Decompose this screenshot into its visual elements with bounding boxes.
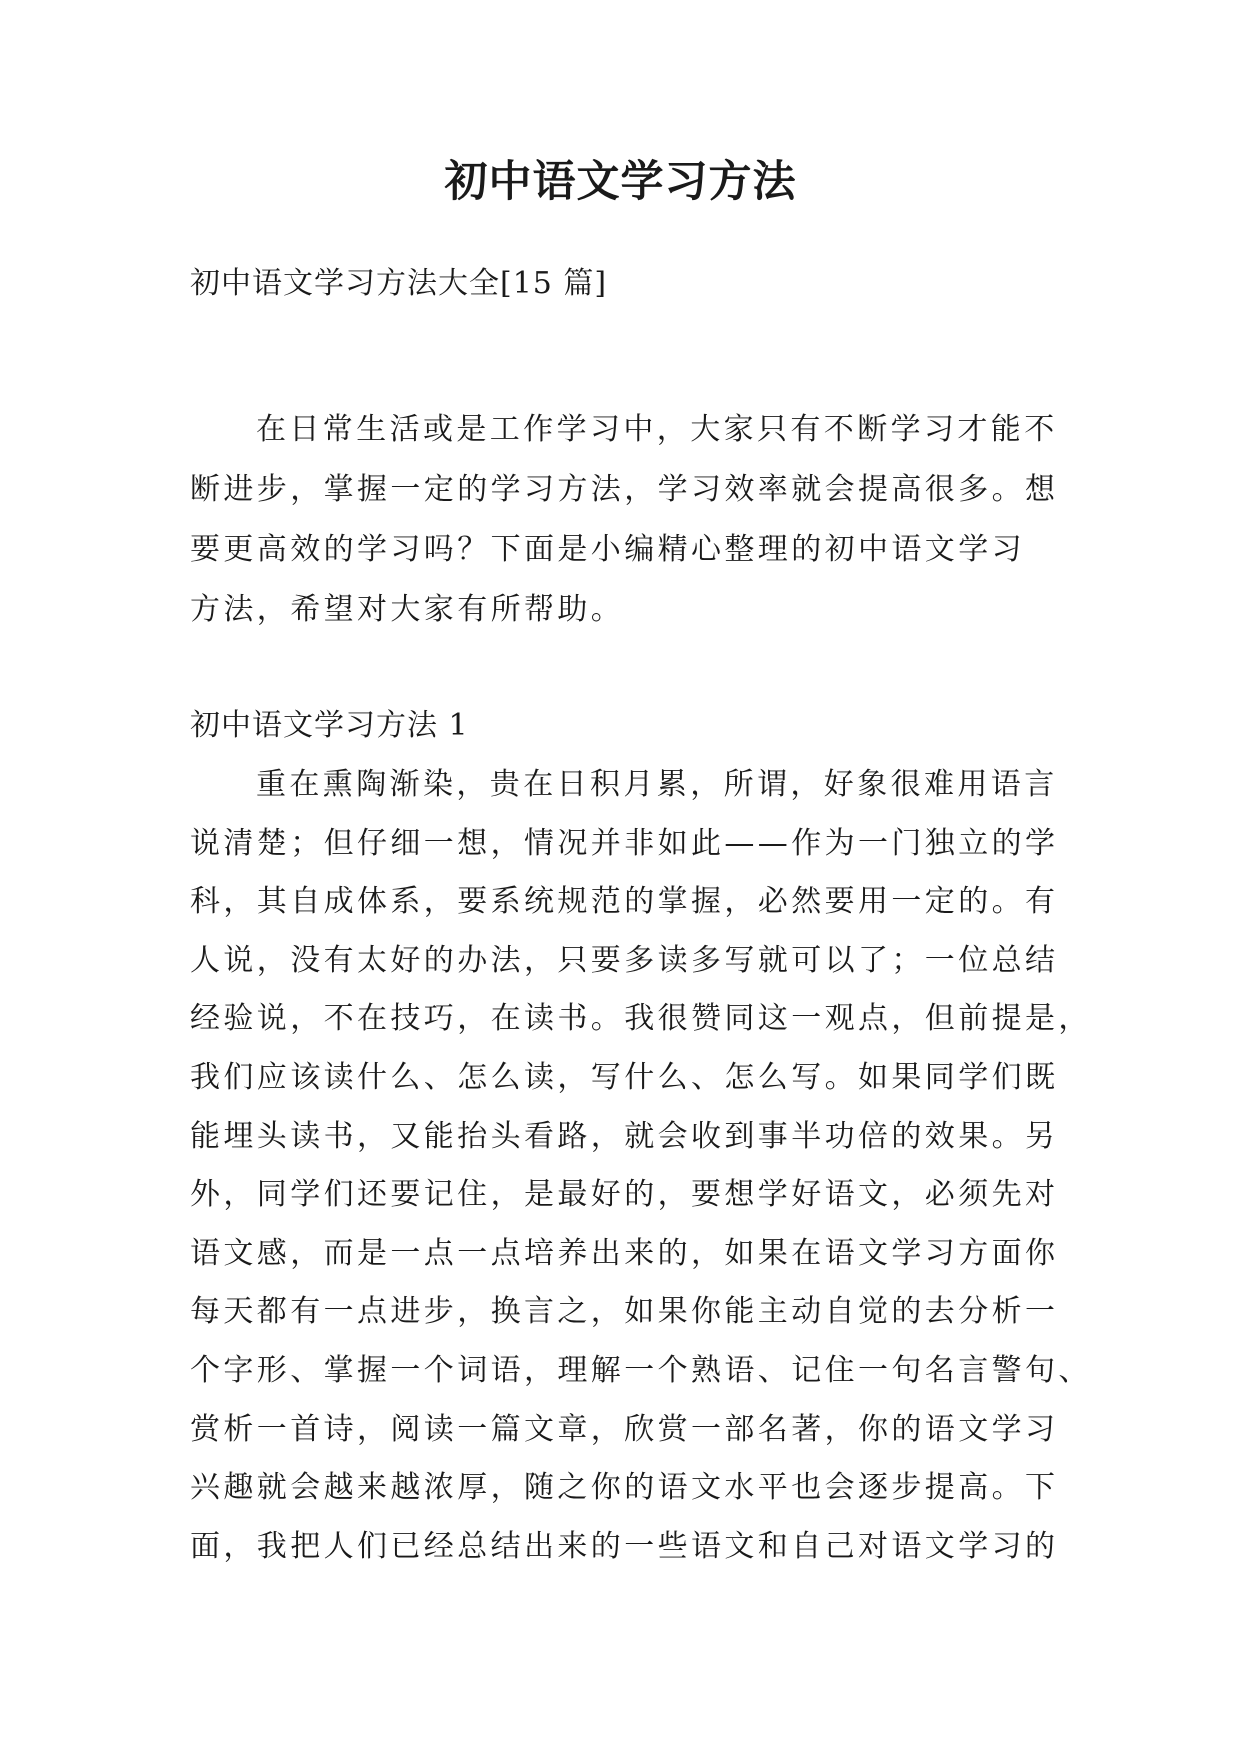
section-heading: 初中语文学习方法 1 — [190, 708, 469, 743]
body-line: 科，其自成体系，要系统规范的掌握，必然要用一定的。有 — [190, 884, 1059, 920]
body-line: 兴趣就会越来越浓厚，随之你的语文水平也会逐步提高。下 — [190, 1470, 1059, 1506]
body-line: 个字形、掌握一个词语，理解一个熟语、记住一句名言警句、 — [190, 1353, 1092, 1388]
body-line: 外，同学们还要记住，是最好的，要想学好语文，必须先对 — [190, 1177, 1059, 1213]
body-line: 面，我把人们已经总结出来的一些语文和自己对语文学习的 — [190, 1528, 1059, 1564]
intro-line: 在日常生活或是工作学习中，大家只有不断学习才能不 — [256, 412, 1058, 447]
body-line: 语文感，而是一点一点培养出来的，如果在语文学习方面你 — [190, 1235, 1059, 1271]
body-line: 赏析一首诗，阅读一篇文章，欣赏一部名著，你的语文学习 — [190, 1411, 1059, 1447]
intro-line: 要更高效的学习吗？下面是小编精心整理的初中语文学习 — [190, 532, 1025, 567]
body-line: 我们应该读什么、怎么读，写什么、怎么写。如果同学们既 — [190, 1060, 1059, 1095]
body-line: 经验说，不在技巧，在读书。我很赞同这一观点，但前提是， — [190, 1001, 1092, 1037]
body-line: 每天都有一点进步，换言之，如果你能主动自觉的去分析一 — [190, 1294, 1059, 1330]
document-title: 初中语文学习方法 — [444, 157, 797, 207]
body-line: 重在熏陶渐染，贵在日积月累，所谓，好象很难用语言 — [256, 767, 1058, 802]
document-subtitle: 初中语文学习方法大全[15 篇] — [190, 266, 608, 301]
body-line: 说清楚；但仔细一想，情况并非如此——作为一门独立的学 — [190, 825, 1059, 861]
body-line: 人说，没有太好的办法，只要多读多写就可以了；一位总结 — [190, 942, 1059, 978]
intro-line: 断进步，掌握一定的学习方法，学习效率就会提高很多。想 — [190, 472, 1059, 507]
body-line: 能埋头读书，又能抬头看路，就会收到事半功倍的效果。另 — [190, 1118, 1059, 1154]
intro-line: 方法，希望对大家有所帮助。 — [190, 592, 625, 627]
